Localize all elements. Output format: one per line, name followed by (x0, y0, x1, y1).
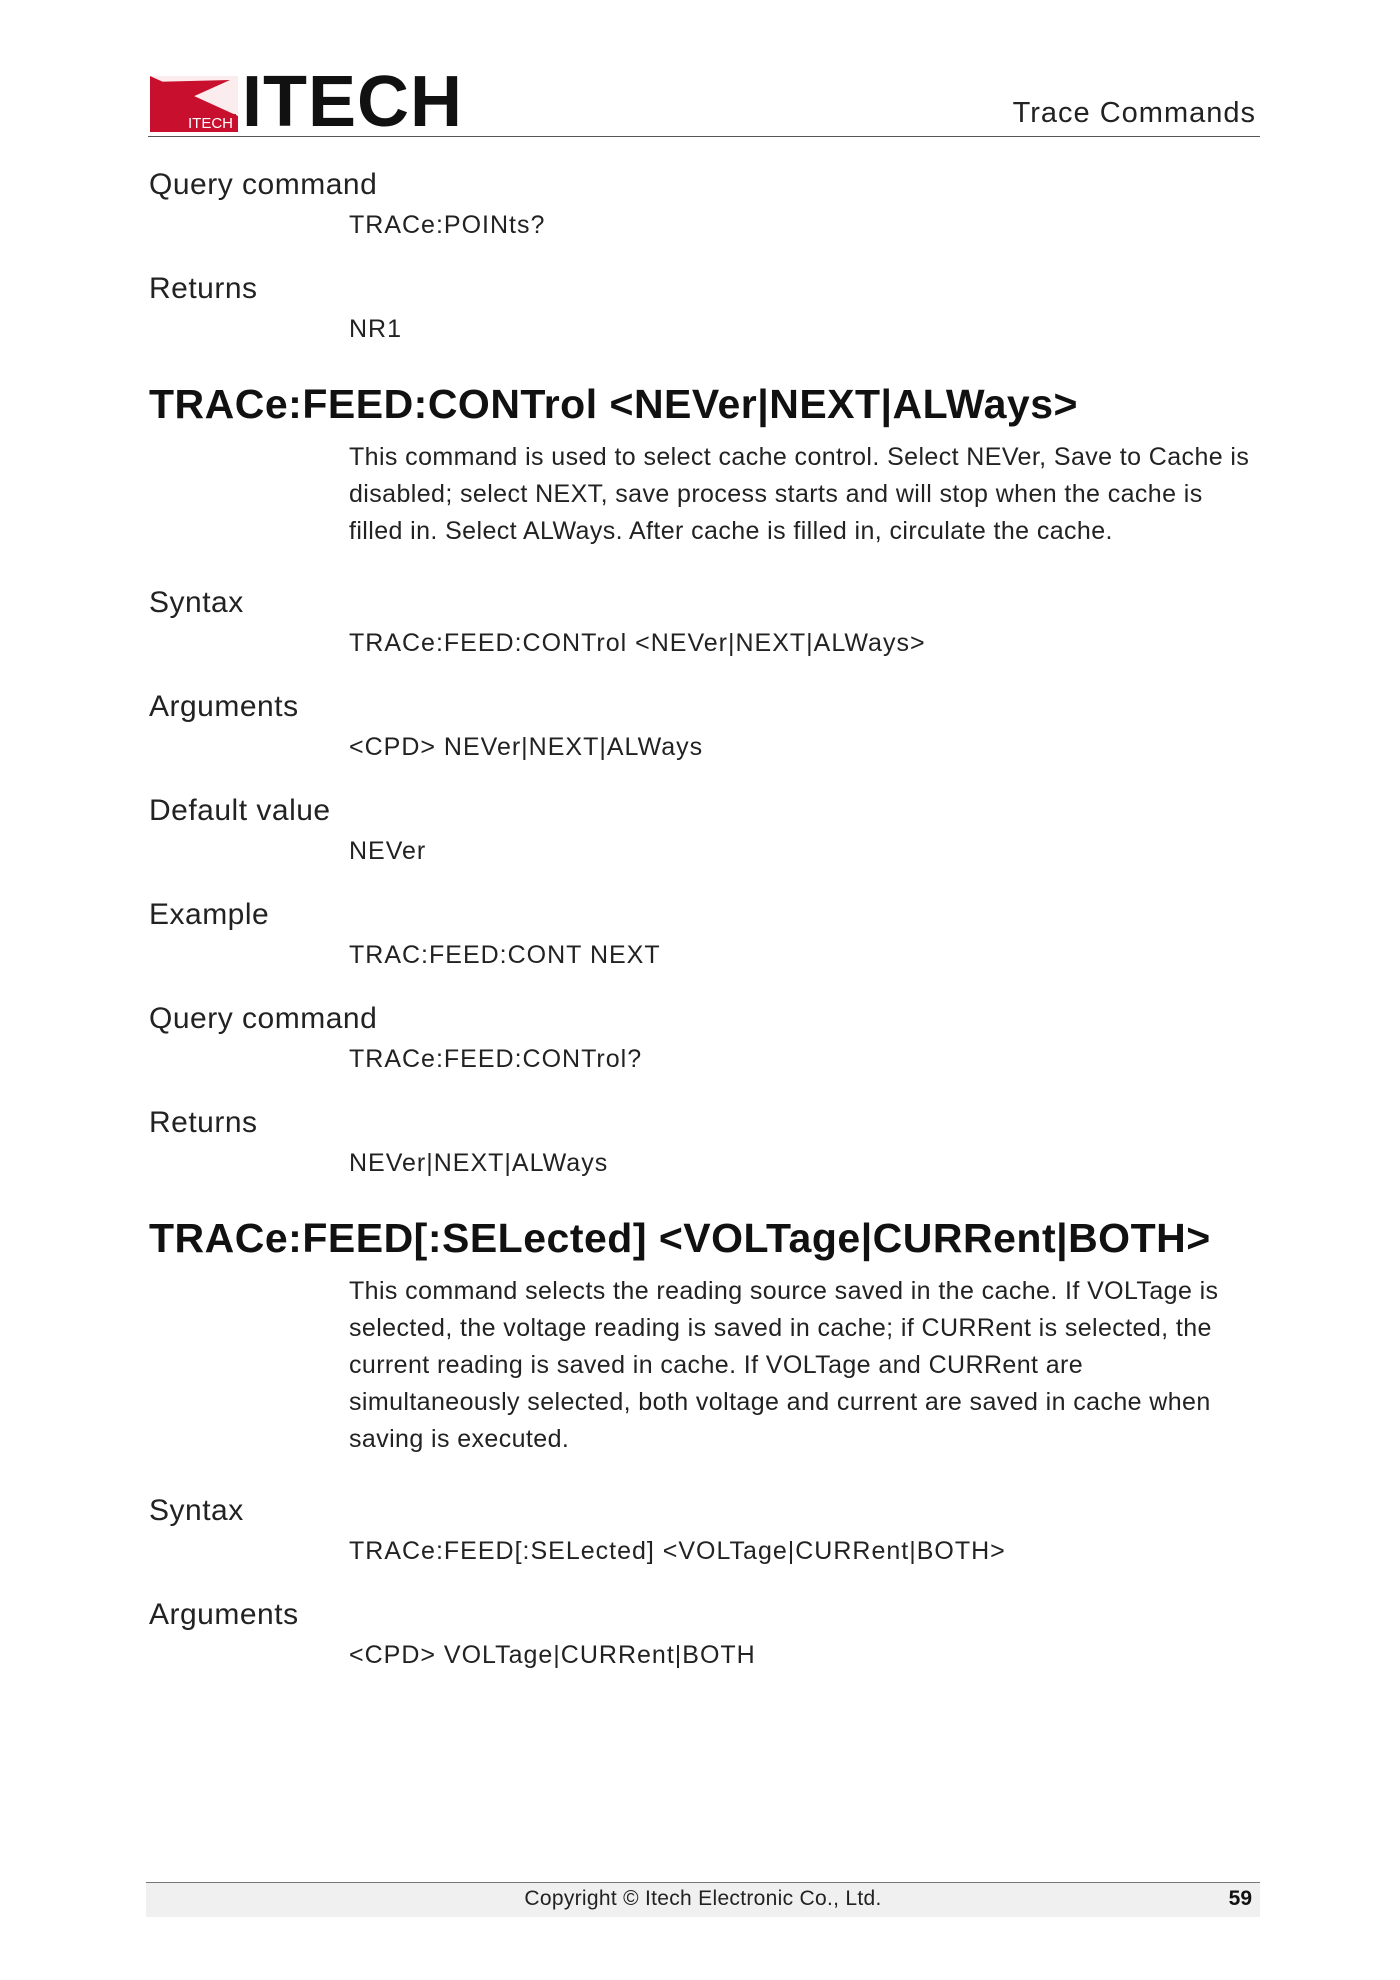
returns-label: Returns (149, 1106, 258, 1139)
returns-block (149, 1104, 1259, 1179)
logo-mark-text: ITECH (188, 115, 233, 132)
example-block (149, 896, 1259, 971)
syntax-value: TRACe:FEED:CONTrol <NEVer|NEXT|ALWays> (349, 629, 926, 657)
syntax-value: TRACe:FEED[:SELected] <VOLTage|CURRent|BOTH> (349, 1537, 1006, 1565)
query-command-value: TRACe:FEED:CONTrol? (349, 1045, 643, 1073)
returns-label: Returns (149, 272, 258, 305)
default-value-block (149, 792, 1259, 867)
default-value: NEVer (349, 837, 427, 865)
page-content (149, 166, 1259, 1700)
section-title: Trace Commands (1012, 97, 1256, 129)
itech-logo-mark-icon (150, 76, 238, 132)
arguments-block (149, 1596, 1259, 1671)
syntax-label: Syntax (149, 586, 244, 619)
default-value-label: Default value (149, 794, 331, 827)
points-returns-block (149, 270, 1259, 345)
command-description: This command selects the reading source saved in the cache. If VOLTage is selected, the voltage reading is saved in cache; if CURRent is selected, the current reading is saved in cache. If VOLTage and CURRent are simultaneously selected, both voltage and current are saved in cache when saving is executed. (349, 1277, 1219, 1453)
page-number: 59 (1228, 1887, 1252, 1910)
arguments-block (149, 688, 1259, 763)
points-query-block (149, 166, 1259, 241)
query-command-label: Query command (149, 168, 378, 201)
query-command-label: Query command (149, 1002, 378, 1035)
arguments-value: <CPD> NEVer|NEXT|ALWays (349, 733, 704, 761)
page-header (148, 62, 1260, 142)
itech-logo (150, 62, 463, 142)
syntax-block (149, 1492, 1259, 1567)
syntax-label: Syntax (149, 1494, 244, 1527)
page-footer (146, 1882, 1260, 1917)
example-label: Example (149, 898, 270, 931)
query-command-value: TRACe:POINts? (349, 211, 546, 239)
arguments-label: Arguments (149, 1598, 299, 1631)
command-description: This command is used to select cache control. Select NEVer, Save to Cache is disabled; select NEXT, save process starts and will stop when the cache is filled in. Select ALWays. After cache is filled in, circulate the cache. (349, 443, 1250, 545)
logo-wordmark: ITECH (242, 62, 463, 142)
arguments-label: Arguments (149, 690, 299, 723)
command-heading-feed-selected: TRACe:FEED[:SELected] <VOLTage|CURRent|BOTH> (149, 1215, 1211, 1261)
returns-value: NEVer|NEXT|ALWays (349, 1149, 609, 1177)
example-value: TRAC:FEED:CONT NEXT (349, 941, 661, 969)
returns-value: NR1 (349, 315, 403, 343)
arguments-value: <CPD> VOLTage|CURRent|BOTH (349, 1641, 756, 1669)
command-heading-feed-control: TRACe:FEED:CONTrol <NEVer|NEXT|ALWays> (149, 381, 1078, 427)
syntax-block (149, 584, 1259, 659)
query-command-block (149, 1000, 1259, 1075)
copyright-text: Copyright © Itech Electronic Co., Ltd. (524, 1887, 882, 1910)
